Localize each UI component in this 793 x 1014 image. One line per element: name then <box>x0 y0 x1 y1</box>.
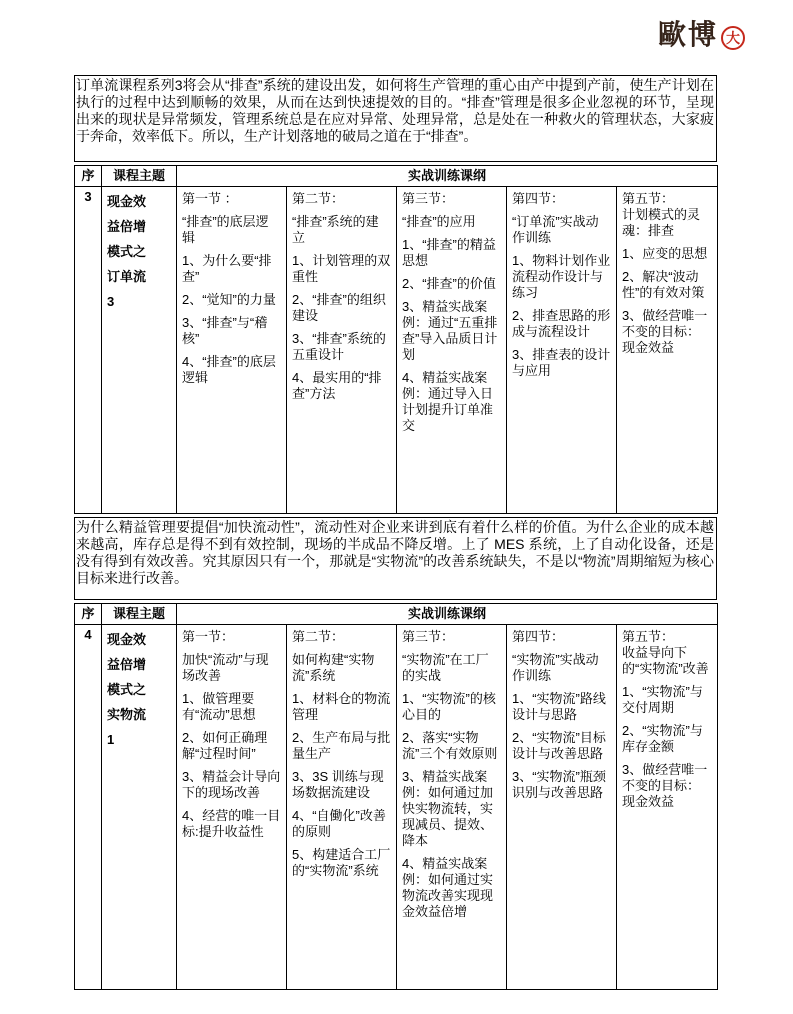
outline-item: 2、解决“波动性”的有效对策 <box>622 269 705 300</box>
outline-item: 4、经营的唯一目标:提升收益性 <box>182 808 281 839</box>
outline-item: 4、精益实战案例：通过导入日计划提升订单准交 <box>402 370 494 433</box>
section-title: 第二节： <box>292 629 345 644</box>
outline-item: 2、“排查”的价值 <box>402 276 496 291</box>
topic-line: 3 <box>107 294 115 309</box>
topic-line: 实物流 <box>107 707 147 722</box>
column-header-outline: 实战训练课纲 <box>177 166 718 187</box>
topic-line: 现金效 <box>107 194 147 209</box>
table1-header-row <box>75 166 718 187</box>
course-topic <box>102 625 177 990</box>
section-title: 第五节： <box>622 191 675 206</box>
column-header-topic: 课程主题 <box>102 604 177 625</box>
outline-item: 2、“实物流”与库存金额 <box>622 723 703 754</box>
outline-item: 3、做经营唯一不变的目标：现金效益 <box>622 762 708 809</box>
course-table-3 <box>74 165 718 514</box>
table-row <box>75 187 718 514</box>
outline-item: 4、精益实战案例：如何通过实物流改善实现现金效益倍增 <box>402 856 494 919</box>
outline-item: 1、物料计划作业流程动作设计与练习 <box>512 253 611 300</box>
topic-line: 益倍增 <box>107 219 147 234</box>
section-cell-2 <box>287 625 397 990</box>
section-title: 第三节： <box>402 191 455 206</box>
section-subtitle: “订单流”实战动作训练 <box>512 214 599 245</box>
outline-item: 2、生产布局与批量生产 <box>292 730 391 761</box>
topic-line: 益倍增 <box>107 657 147 672</box>
outline-item: 2、如何正确理解“过程时间” <box>182 730 268 761</box>
course-seq: 4 <box>75 625 102 990</box>
outline-item: 1、为什么要“排查” <box>182 253 272 284</box>
outline-item: 3、精益实战案例：通过“五重排查”导入品质日计划 <box>402 299 498 362</box>
column-header-seq: 序 <box>75 604 102 625</box>
outline-item: 3、“实物流”瓶颈识别与改善思路 <box>512 769 606 800</box>
section-subtitle: 如何构建“实物流”系统 <box>292 652 375 683</box>
section-subtitle: “排查”系统的建立 <box>292 214 379 245</box>
table2-header-row <box>75 604 718 625</box>
section-title: 第一节： <box>182 629 235 644</box>
outline-item: 2、“实物流”目标设计与改善思路 <box>512 730 606 761</box>
outline-item: 2、落实“实物流”三个有效原则 <box>402 730 498 761</box>
section-title: 第四节： <box>512 191 565 206</box>
outline-item: 1、“实物流”路线设计与思路 <box>512 691 606 722</box>
outline-item: 5、构建适合工厂的“实物流”系统 <box>292 847 391 878</box>
outline-item: 3、做经营唯一不变的目标：现金效益 <box>622 308 708 355</box>
section-cell-5 <box>617 625 718 990</box>
course-topic <box>102 187 177 514</box>
topic-line: 现金效 <box>107 632 147 647</box>
outline-item: 3、“排查”与“稽核” <box>182 315 268 346</box>
topic-line: 模式之 <box>107 682 147 697</box>
topic-line: 订单流 <box>107 269 147 284</box>
outline-item: 4、最实用的“排查”方法 <box>292 370 382 401</box>
section-cell-3 <box>397 625 507 990</box>
outline-item: 1、应变的思想 <box>622 246 708 261</box>
course-seq: 3 <box>75 187 102 514</box>
section-cell-2 <box>287 187 397 514</box>
column-header-seq: 序 <box>75 166 102 187</box>
outline-item: 1、材料仓的物流管理 <box>292 691 391 722</box>
outline-item: 3、3S 训练与现场数据流建设 <box>292 769 384 800</box>
outline-item: 1、做管理要有“流动”思想 <box>182 691 256 722</box>
section-subtitle: “实物流”在工厂的实战 <box>402 652 489 683</box>
section-cell-4 <box>507 187 617 514</box>
outline-item: 4、“排查”的底层逻辑 <box>182 354 276 385</box>
section-subtitle: “实物流”实战动作训练 <box>512 652 599 683</box>
section-title: 第四节： <box>512 629 565 644</box>
section-subtitle: 计划模式的灵魂：排查 <box>622 207 701 238</box>
section-subtitle: “排查”的应用 <box>402 214 476 229</box>
column-header-outline: 实战训练课纲 <box>177 604 718 625</box>
section-subtitle: 收益导向下的“实物流”改善 <box>622 645 709 676</box>
topic-line: 1 <box>107 732 115 747</box>
section-title: 第五节： <box>622 629 675 644</box>
outline-item: 2、排查思路的形成与流程设计 <box>512 308 611 339</box>
outline-item: 2、“觉知”的力量 <box>182 292 276 307</box>
section-title: 第三节： <box>402 629 455 644</box>
brand-seal-icon <box>721 26 745 50</box>
intro-paragraph-2: 为什么精益管理要提倡“加快流动性”，流动性对企业来讲到底有着什么样的价值。为什么企业的成本越来越高，库存总是得不到有效控制，现场的半成品不降反增。上了 MES 系统，上了自动化设备，还是没有得到有效改善。究其原因只有一个，那就是“实物流”的改善系统缺失，不是以“物流”周期缩短为核心目标来进行改善。 <box>74 517 717 600</box>
brand-logo-text: 歐博 <box>657 18 718 51</box>
outline-item: 1、“实物流”的核心目的 <box>402 691 496 722</box>
outline-item: 3、“排查”系统的五重设计 <box>292 331 386 362</box>
outline-item: 3、排查表的设计与应用 <box>512 347 611 378</box>
section-cell-5 <box>617 187 718 514</box>
outline-item: 4、“自働化”改善的原则 <box>292 808 386 839</box>
section-title: 第一节 ： <box>182 191 238 206</box>
section-subtitle: “排查”的底层逻辑 <box>182 214 269 245</box>
intro-paragraph-1: 订单流课程系列3将会从“排查”系统的建设出发，如何将生产管理的重心由产中提到产前，使生产计划在执行的过程中达到顺畅的效果，从而在达到快速提效的目的。“排查”管理是很多企业忽视的环节，呈现出来的现状是异常频发，管理系统总是在应对异常、处理异常，总是处在一种救火的管理状态，大家疲于奔命，效率低下。所以，生产计划落地的破局之道在于“排查”。 <box>74 75 717 162</box>
outline-item: 2、“排查”的组织建设 <box>292 292 386 323</box>
outline-item: 1、“排查”的精益思想 <box>402 237 496 268</box>
section-title: 第二节： <box>292 191 345 206</box>
section-cell-1 <box>177 625 287 990</box>
outline-item: 1、计划管理的双重性 <box>292 253 391 284</box>
outline-item: 3、精益会计导向下的现场改善 <box>182 769 281 800</box>
outline-item: 1、“实物流”与交付周期 <box>622 684 703 715</box>
course-table-4 <box>74 603 718 990</box>
section-subtitle: 加快“流动”与现场改善 <box>182 652 269 683</box>
outline-item: 3、精益实战案例：如何通过加快实物流转，实现减员、提效、降本 <box>402 769 494 848</box>
brand-logo <box>658 18 745 52</box>
document-page <box>74 75 717 990</box>
section-cell-4 <box>507 625 617 990</box>
section-cell-3 <box>397 187 507 514</box>
column-header-topic: 课程主题 <box>102 166 177 187</box>
section-cell-1 <box>177 187 287 514</box>
table-row <box>75 625 718 990</box>
brand-seal-char: 大 <box>726 31 740 47</box>
topic-line: 模式之 <box>107 244 147 259</box>
